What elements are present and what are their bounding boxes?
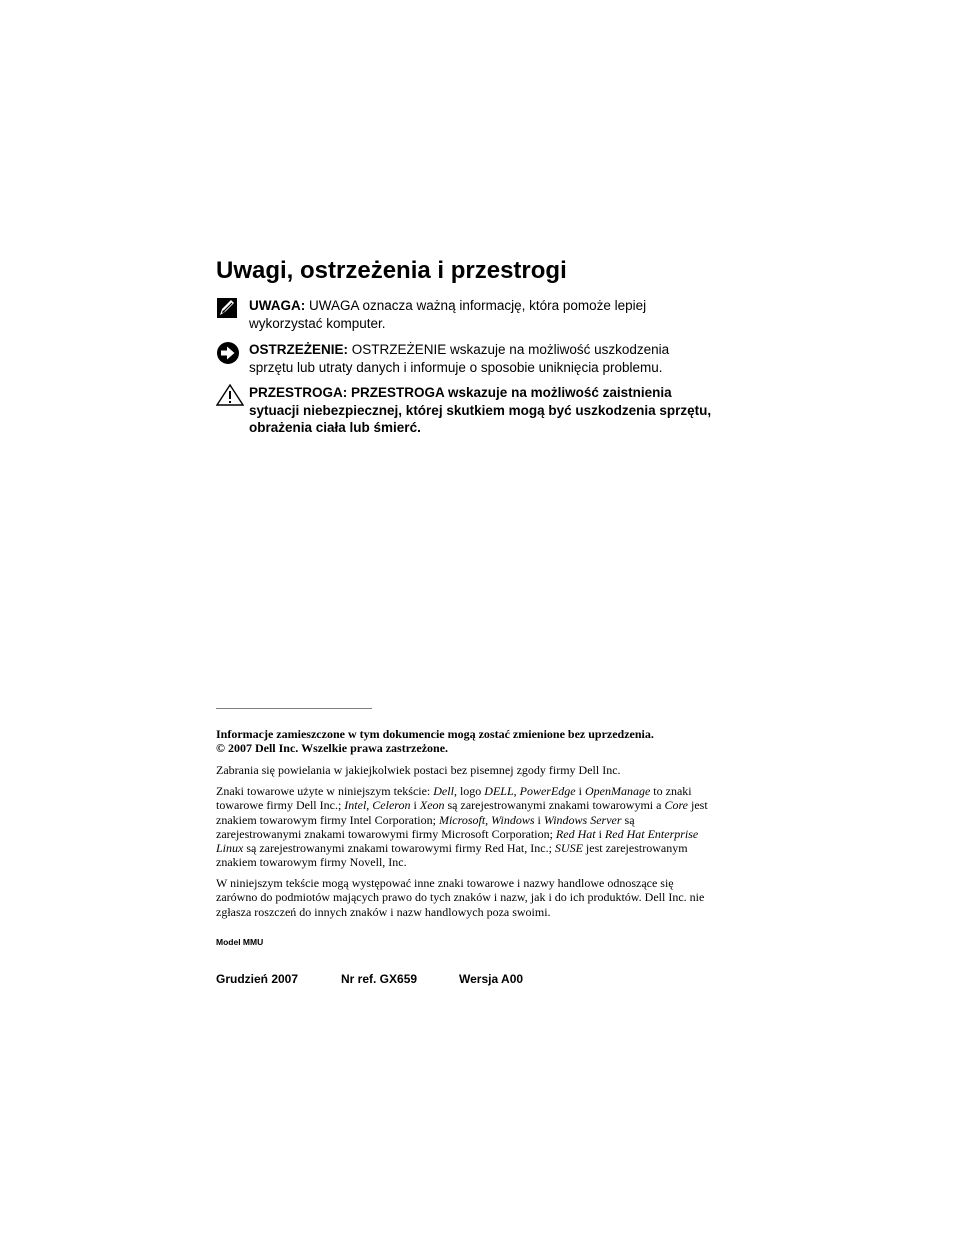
tm-text: i — [410, 798, 420, 813]
tm-text: i — [575, 784, 585, 798]
warning-notice — [216, 341, 716, 376]
page-title: Uwagi, ostrzeżenia i przestrogi — [216, 257, 567, 284]
tm-openmanage: OpenManage — [584, 784, 651, 798]
reproduction-notice — [216, 763, 721, 777]
tm-red-hat: Red Hat — [555, 826, 596, 841]
warning-label: OSTRZEŻENIE: — [249, 342, 349, 357]
footer-version: Wersja A00 — [459, 972, 524, 986]
tm-intel: Intel — [344, 798, 367, 813]
note-label: UWAGA: — [249, 298, 306, 313]
tm-text: jest zarejestrowanym znakiem towarowym firmy Novell, Inc. — [216, 841, 688, 870]
disclaimer-line-1: Informacje zamieszczone w tym dokumencie mogą zostać zmienione bez uprzedzenia. — [216, 727, 654, 741]
tm-suse: SUSE — [554, 841, 583, 856]
tm-text: , — [366, 798, 373, 813]
tm-red-hat-enterprise-linux: Red Hat Enterprise Linux — [216, 826, 699, 856]
tm-xeon: Xeon — [419, 798, 445, 813]
note-notice — [216, 297, 716, 332]
tm-text: to znaki towarowe firmy Dell Inc.; — [216, 784, 692, 813]
caution-notice — [216, 384, 716, 437]
reproduction-text: Zabrania się powielania w jakiejkolwiek postaci bez pisemnej zgody firmy Dell Inc. — [216, 763, 621, 777]
tm-text: , logo — [453, 784, 485, 798]
tm-text: Znaki towarowe użyte w niniejszym tekście: — [216, 784, 434, 798]
trademarks-paragraph — [216, 784, 716, 870]
note-text: UWAGA oznacza ważną informację, która pomoże lepiej wykorzystać komputer. — [249, 298, 647, 331]
tm-dell: Dell — [433, 784, 454, 798]
caution-text: PRZESTROGA wskazuje na możliwość zaistnienia sytuacji niebezpiecznej, której skutkiem mogą być uszkodzenia sprzętu, obrażenia ciała lub śmierć. — [249, 385, 712, 435]
tm-text: i — [534, 812, 544, 827]
tm-text: jest znakiem towarowym firmy Intel Corporation; — [216, 798, 708, 827]
footer-date: Grudzień 2007 — [216, 972, 299, 986]
copyright-line: © 2007 Dell Inc. Wszelkie prawa zastrzeżone. — [216, 741, 449, 756]
tm-windows-server: Windows Server — [543, 812, 622, 827]
trademarks-text — [216, 784, 716, 870]
tm-microsoft: Microsoft — [438, 812, 486, 827]
tm-core: Core — [664, 798, 688, 813]
other-trademarks-text: W niniejszym tekście mogą występować inne znaki towarowe i nazwy handlowe odnoszące się zarówno do podmiotów mających prawo do tych znaków i nazw, jak i do ich produktów. Dell Inc. nie zgłasza roszczeń do innych znaków i nazw handlowych poza swoimi. — [216, 876, 705, 919]
footer-ref: Nr ref. GX659 — [341, 972, 418, 986]
divider — [216, 708, 372, 709]
tm-text: są zarejestrowanymi znakami towarowymi a — [444, 798, 665, 813]
tm-text: i — [595, 826, 605, 841]
tm-text: , — [513, 784, 520, 798]
caution-label: PRZESTROGA: — [249, 385, 348, 400]
legal-disclaimer — [216, 727, 721, 756]
warning-text: OSTRZEŻENIE wskazuje na możliwość uszkodzenia sprzętu lub utraty danych i informuje o sposobie uniknięcia problemu. — [249, 342, 670, 375]
tm-celeron: Celeron — [372, 798, 411, 813]
notice-arrow-icon — [216, 341, 240, 370]
model-number: Model MMU — [216, 937, 264, 947]
tm-text: , — [485, 812, 492, 827]
tm-text: są zarejestrowanymi znakami towarowymi firmy Microsoft Corporation; — [216, 812, 635, 841]
tm-dell-logo: DELL — [484, 784, 514, 798]
other-trademarks-paragraph — [216, 876, 711, 919]
tm-windows: Windows — [491, 812, 535, 827]
tm-text: są zarejestrowanymi znakami towarowymi firmy Red Hat, Inc.; — [243, 841, 555, 856]
caution-triangle-icon — [216, 384, 244, 411]
tm-poweredge: PowerEdge — [519, 784, 576, 798]
note-pencil-icon — [216, 297, 238, 324]
